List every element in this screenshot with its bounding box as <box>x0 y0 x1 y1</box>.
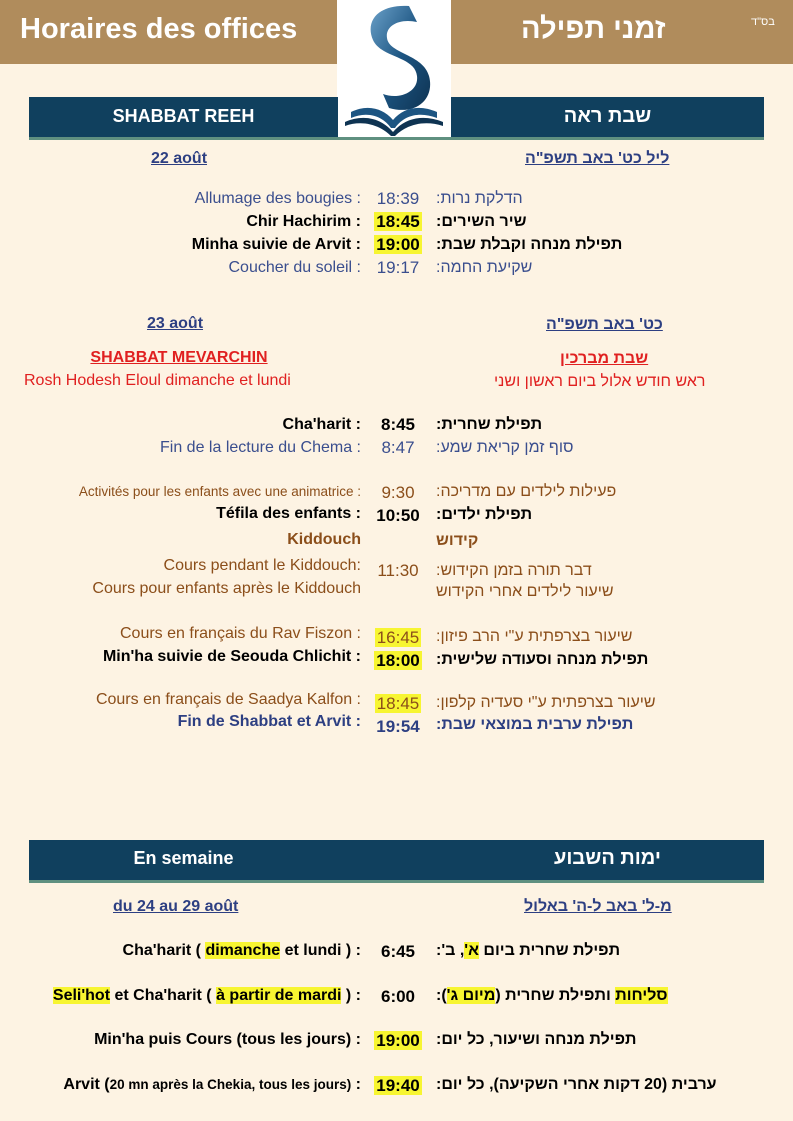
kids-activities-time: 9:30 <box>381 483 415 502</box>
week-banner-fr <box>29 840 338 880</box>
minha-arvit-he: תפילת מנחה וקבלת שבת: <box>436 236 623 253</box>
shabbat-banner-he <box>451 97 764 137</box>
chema-he: סוף זמן קריאת שמע: <box>436 439 574 456</box>
week-chaharit-fr: Cha'harit ( dimanche et lundi ) : <box>122 942 361 959</box>
mevarchin-he: שבת מברכין <box>560 350 649 367</box>
page-title-he: זמני תפילה <box>521 13 666 45</box>
candle-lighting-he: הדלקת נרות: <box>436 190 523 207</box>
kiddouch-cours-he: דבר תורה בזמן הקידוש: <box>436 562 592 579</box>
minha-seouda-time: 18:00 <box>376 651 420 670</box>
week-chaharit-time: 6:45 <box>380 942 416 961</box>
kids-activities-fr: Activités pour les enfants avec une animatrice : <box>78 484 361 499</box>
fin-shabbat-he: תפילת ערבית במוצאי שבת: <box>436 716 634 733</box>
minha-seouda-he: תפילת מנחה וסעודה שלישית: <box>436 651 649 668</box>
saturday-date-he: כט' באב תשפ"ה <box>546 316 663 333</box>
week-chaharit-he: תפילת שחרית ביום א', ב': <box>436 942 621 959</box>
chir-hachirim-time: 18:45 <box>376 212 420 231</box>
kids-cours-he: שיעור לילדים אחרי הקידוש <box>436 583 614 600</box>
week-banner-fr-label: En semaine <box>133 848 234 868</box>
kids-activities-he: פעילות לילדים עם מדריכה: <box>436 483 617 500</box>
kiddouch-cours-fr: Cours pendant le Kiddouch: <box>163 557 361 574</box>
week-banner-he-label: ימות השבוע <box>554 847 661 869</box>
shabbat-banner-he-label: שבת ראה <box>563 105 652 127</box>
week-selihot-fr: Seli'hot et Cha'harit ( à partir de mardi ) : <box>52 987 361 1004</box>
rav-fiszon-time: 16:45 <box>376 628 420 647</box>
kiddouch-he: קידוש <box>436 532 479 549</box>
fin-shabbat-fr: Fin de Shabbat et Arvit : <box>177 713 361 730</box>
minha-seouda-fr: Min'ha suivie de Seouda Chlichit : <box>102 648 361 665</box>
chir-hachirim-he: שיר השירים: <box>436 213 527 230</box>
kids-tefila-time: 10:50 <box>376 506 420 525</box>
chir-hachirim-fr: Chir Hachirim : <box>246 213 361 230</box>
saturday-date-fr: 23 août <box>147 315 204 332</box>
week-banner-he <box>338 840 764 880</box>
kids-cours-fr: Cours pour enfants après le Kiddouch <box>92 580 361 597</box>
sunset-he: שקיעת החמה: <box>436 259 533 276</box>
candle-lighting-fr: Allumage des bougies : <box>194 190 361 207</box>
saadya-kalfon-fr: Cours en français de Saadya Kalfon : <box>95 691 361 708</box>
friday-date-fr: 22 août <box>151 150 208 167</box>
saadya-kalfon-time: 18:45 <box>376 694 420 713</box>
shabbat-banner-fr-label: SHABBAT REEH <box>112 106 255 126</box>
logo <box>337 0 451 138</box>
shin-logo-icon <box>337 0 451 138</box>
kiddouch-cours-time: 11:30 <box>377 561 419 580</box>
chaharit-fr: Cha'harit : <box>282 416 361 433</box>
week-arvit-he: ערבית (20 דקות אחרי השקיעה), כל יום: <box>436 1076 717 1093</box>
rav-fiszon-he: שיעור בצרפתית ע"י הרב פיזון: <box>436 628 633 645</box>
rosh-hodesh-fr: Rosh Hodesh Eloul dimanche et lundi <box>24 372 291 389</box>
week-selihot-he: סליחות ותפילת שחרית (מיום ג'): <box>436 987 668 1004</box>
candle-lighting-time: 18:39 <box>376 189 420 208</box>
kids-tefila-he: תפילת ילדים: <box>436 506 533 523</box>
saadya-kalfon-he: שיעור בצרפתית ע"י סעדיה קלפון: <box>436 694 656 711</box>
rosh-hodesh-he: ראש חודש אלול ביום ראשון ושני <box>494 373 706 390</box>
week-arvit-time: 19:40 <box>376 1076 420 1095</box>
sunset-time: 19:17 <box>376 258 420 277</box>
page-title-fr: Horaires des offices <box>20 13 298 45</box>
kids-tefila-fr: Téfila des enfants : <box>216 505 361 522</box>
shabbat-banner-fr <box>29 97 338 137</box>
week-arvit-fr: Arvit (20 mn après la Chekia, tous les jours) : <box>63 1076 361 1093</box>
header-right-bar <box>451 0 793 64</box>
rav-fiszon-fr: Cours en français du Rav Fiszon : <box>120 625 361 642</box>
friday-date-he: ליל כט' באב תשפ"ה <box>525 150 670 167</box>
minha-arvit-time: 19:00 <box>376 235 420 254</box>
week-minha-fr: Min'ha puis Cours (tous les jours) : <box>94 1031 361 1048</box>
mevarchin-fr: SHABBAT MEVARCHIN <box>90 349 268 366</box>
chema-fr: Fin de la lecture du Chema : <box>160 439 361 456</box>
chaharit-time: 8:45 <box>380 415 416 434</box>
sunset-fr: Coucher du soleil : <box>228 259 361 276</box>
header-left-bar <box>0 0 337 64</box>
fin-shabbat-time: 19:54 <box>376 717 420 736</box>
minha-arvit-fr: Minha suivie de Arvit : <box>191 236 361 253</box>
week-selihot-time: 6:00 <box>380 987 416 1006</box>
week-date-he: מ-ל' באב ל-ה' באלול <box>524 898 672 915</box>
bsd-mark: בס"ד <box>751 16 775 28</box>
week-minha-time: 19:00 <box>376 1031 420 1050</box>
week-banner-shadow <box>29 880 764 883</box>
shabbat-banner-shadow <box>29 137 764 140</box>
chema-time: 8:47 <box>381 438 415 457</box>
chaharit-he: תפילת שחרית: <box>436 416 543 433</box>
kiddouch-fr: Kiddouch <box>287 531 361 548</box>
week-date-fr: du 24 au 29 août <box>113 898 239 915</box>
week-minha-he: תפילת מנחה ושיעור, כל יום: <box>436 1031 637 1048</box>
